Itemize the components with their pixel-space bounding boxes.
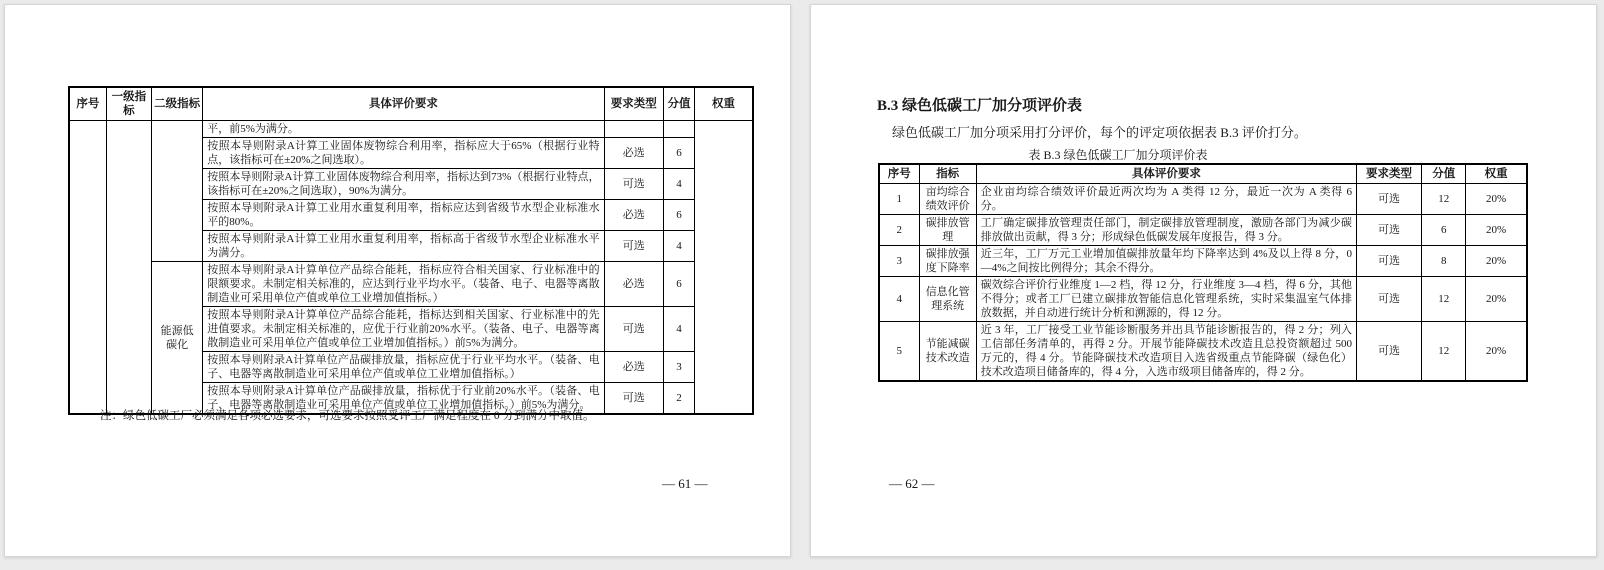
table-row [69, 121, 753, 138]
cell-score: 12 [1422, 184, 1466, 215]
section-intro-text: 绿色低碳工厂加分项采用打分评价，每个的评定项依据表 B.3 评价打分。 [892, 125, 1307, 140]
table-row [879, 277, 1527, 322]
table-caption-b3: 表 B.3 绿色低碳工厂加分项评价表 [1028, 148, 1208, 162]
cell-requirement: 按照本导则附录A计算单位产品综合能耗，指标达到相关国家、行业标准中的先进值要求。未制定相关标准的，应优于行业前20%水平。（装备、电子、电器等离散制造业可采用单位产值或单位工业增加值指标。）前5%为满分。 [203, 307, 604, 352]
cell-requirement: 按照本导则附录A计算工业用水重复利用率，指标高于省级节水型企业标准水平为满分。 [203, 231, 604, 262]
col-header-type: 要求类型 [1356, 164, 1421, 184]
cell-no: 1 [879, 184, 919, 215]
cell-type: 可选 [604, 383, 663, 415]
bonus-evaluation-table [878, 163, 1528, 382]
col-header-requirement: 具体评价要求 [203, 87, 604, 121]
col-header-requirement: 具体评价要求 [976, 164, 1356, 184]
cell-score: 12 [1422, 322, 1466, 382]
cell-requirement: 平，前5%为满分。 [203, 121, 604, 138]
cell-type: 可选 [1356, 277, 1421, 322]
cell-no-empty [69, 121, 106, 415]
cell-level2-energy: 能源低碳化 [151, 262, 202, 415]
table-row [879, 184, 1527, 215]
cell-requirement: 企业亩均综合绩效评价最近两次均为 A 类得 12 分，最近一次为 A 类得 6 分。 [976, 184, 1356, 215]
cell-type: 可选 [1356, 215, 1421, 246]
cell-type: 必选 [604, 200, 663, 231]
document-page-61 [4, 4, 791, 557]
cell-requirement: 按照本导则附录A计算工业固体废物综合利用率，指标应大于65%（根据行业特点，该指标可在±20%之间选取）。 [203, 138, 604, 169]
table-row [69, 262, 753, 307]
cell-score [663, 121, 694, 138]
table-header-row [69, 87, 753, 121]
table-footnote: 注：绿色低碳工厂必须满足各项必选要求，可选要求按照受评工厂满足程度在 0 分到满分中取值。 [100, 410, 595, 422]
cell-type: 可选 [1356, 184, 1421, 215]
cell-requirement: 按照本导则附录A计算单位产品碳排放量，指标优于行业前20%水平。（装备、电子、电器等离散制造业可采用单位产值或单位工业增加值指标。）前5%为满分。 [203, 383, 604, 415]
cell-weight: 20% [1466, 246, 1527, 277]
col-header-no: 序号 [879, 164, 919, 184]
col-header-level2: 二级指标 [151, 87, 202, 121]
cell-type [604, 121, 663, 138]
table-row [879, 322, 1527, 382]
left-evaluation-table [68, 86, 754, 415]
cell-indicator: 碳排放强度下降率 [919, 246, 976, 277]
cell-requirement: 近三年，工厂万元工业增加值碳排放量年均下降率达到 4%及以上得 8 分，0—4%之间按比例得分；其余不得分。 [976, 246, 1356, 277]
col-header-level1: 一级指标 [106, 87, 151, 121]
cell-score: 4 [663, 231, 694, 262]
cell-type: 可选 [1356, 322, 1421, 382]
cell-indicator: 信息化管理系统 [919, 277, 976, 322]
cell-type: 必选 [604, 138, 663, 169]
cell-score: 4 [663, 169, 694, 200]
cell-requirement: 按照本导则附录A计算工业用水重复利用率，指标应达到省级节水型企业标准水平的80%。 [203, 200, 604, 231]
cell-no: 3 [879, 246, 919, 277]
cell-level1-empty [106, 121, 151, 415]
cell-score: 2 [663, 383, 694, 415]
cell-no: 2 [879, 215, 919, 246]
table-row [879, 246, 1527, 277]
cell-indicator: 碳排放管理 [919, 215, 976, 246]
cell-requirement: 工厂确定碳排放管理责任部门，制定碳排放管理制度，激励各部门为减少碳排放做出贡献，得 3 分；形成绿色低碳发展年度报告，得 3 分。 [976, 215, 1356, 246]
col-header-weight: 权重 [695, 87, 753, 121]
col-header-indicator: 指标 [919, 164, 976, 184]
cell-requirement: 按照本导则附录A计算工业固体废物综合利用率，指标达到73%（根据行业特点，该指标可在±20%之间选取），90%为满分。 [203, 169, 604, 200]
document-page-62 [810, 4, 1597, 557]
cell-indicator: 亩均综合绩效评价 [919, 184, 976, 215]
cell-score: 12 [1422, 277, 1466, 322]
cell-weight-empty [695, 121, 753, 415]
cell-type: 必选 [604, 262, 663, 307]
cell-level2-empty [151, 121, 202, 262]
col-header-no: 序号 [69, 87, 106, 121]
col-header-weight: 权重 [1466, 164, 1527, 184]
cell-weight: 20% [1466, 184, 1527, 215]
cell-type: 可选 [604, 307, 663, 352]
cell-requirement: 按照本导则附录A计算单位产品碳排放量，指标应优于行业平均水平。（装备、电子、电器等离散制造业可采用单位产值或单位工业增加值指标。） [203, 352, 604, 383]
cell-weight: 20% [1466, 322, 1527, 382]
cell-no: 5 [879, 322, 919, 382]
cell-type: 可选 [604, 231, 663, 262]
cell-score: 3 [663, 352, 694, 383]
table-row [879, 215, 1527, 246]
cell-type: 可选 [604, 169, 663, 200]
cell-weight: 20% [1466, 277, 1527, 322]
cell-score: 4 [663, 307, 694, 352]
cell-indicator: 节能减碳技术改造 [919, 322, 976, 382]
cell-score: 6 [663, 200, 694, 231]
cell-score: 8 [1422, 246, 1466, 277]
cell-type: 可选 [1356, 246, 1421, 277]
col-header-type: 要求类型 [604, 87, 663, 121]
table-header-row [879, 164, 1527, 184]
cell-score: 6 [1422, 215, 1466, 246]
cell-requirement: 近 3 年，工厂接受工业节能诊断服务并出具节能诊断报告的，得 2 分；列入工信部任务清单的，再得 2 分。开展节能降碳技术改造且总投资额超过 500 万元的，得 4 分。节能降碳技术改造项目入选省级重点节能降碳（绿色化）技术改造项目储备库的，得 4 分，入选市级项目储备库的，得 2 分。 [976, 322, 1356, 382]
col-header-score: 分值 [1422, 164, 1466, 184]
cell-requirement: 碳效综合评价行业维度 1—2 档，得 12 分，行业维度 3—4 档，得 6 分，其他不得分；或者工厂已建立碳排放智能信息化管理系统，实时采集温室气体排放数据，并自动进行统计分析和溯源的，得 12 分。 [976, 277, 1356, 322]
page-number-62: — 62 — [889, 476, 935, 491]
cell-no: 4 [879, 277, 919, 322]
section-heading-b3: B.3 绿色低碳工厂加分项评价表 [877, 98, 1083, 114]
col-header-score: 分值 [663, 87, 694, 121]
cell-requirement: 按照本导则附录A计算单位产品综合能耗，指标应符合相关国家、行业标准中的限额要求。未制定相关标准的，应达到行业平均水平。（装备、电子、电器等离散制造业可采用单位产值或单位工业增加值指标。） [203, 262, 604, 307]
cell-score: 6 [663, 138, 694, 169]
cell-score: 6 [663, 262, 694, 307]
cell-type: 必选 [604, 352, 663, 383]
page-number-61: — 61 — [662, 476, 708, 491]
cell-weight: 20% [1466, 215, 1527, 246]
